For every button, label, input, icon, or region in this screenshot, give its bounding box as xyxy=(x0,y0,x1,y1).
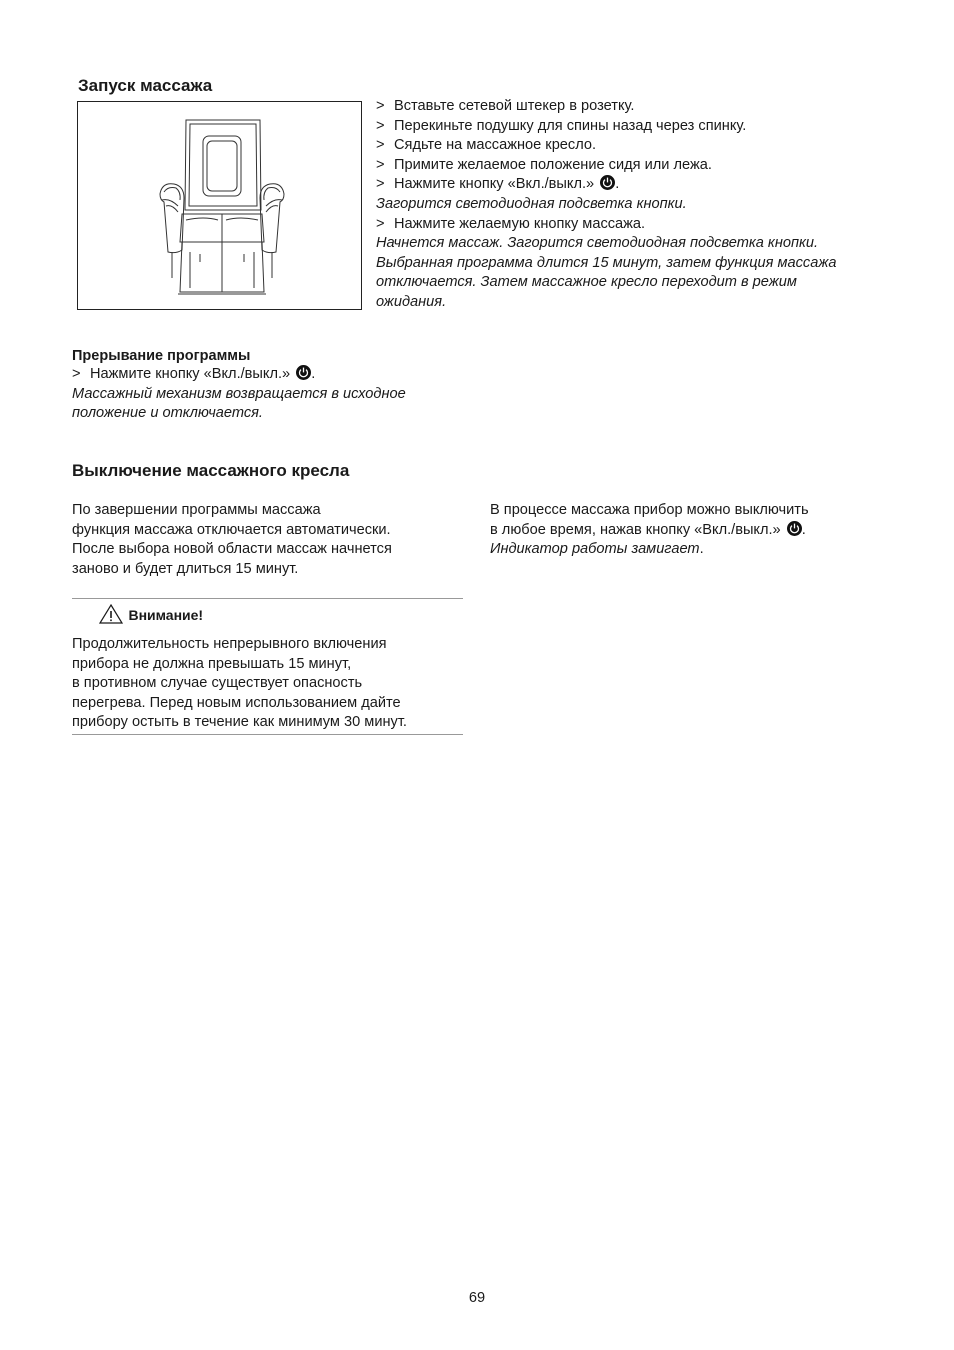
section-title-turn-off: Выключение массажного кресла xyxy=(72,461,350,480)
note-line: Загорится светодиодная подсветка кнопки. xyxy=(376,195,687,212)
note-line: Начнется массаж. Загорится светодиодная подсветка кнопки. xyxy=(376,235,819,252)
warning-triangle-icon xyxy=(98,603,124,625)
warning-text: Продолжительность непрерывного включения прибора не должна превышать 15 минут, в противном случае существует опасность перегрева. Перед новым использованием дайте прибору остыть в течение как минимум 30 минут. xyxy=(72,636,407,731)
turn-off-left-text: По завершении программы массажа функция массажа отключается автоматически. После выбора новой области массаж начнется заново и будет длиться 15 минут. xyxy=(72,502,392,577)
note-line: Выбранная программа длится 15 минут, затем функция массажа xyxy=(376,254,837,271)
massage-chair-figure xyxy=(77,101,362,310)
step-line: > Вставьте сетевой штекер в розетку. xyxy=(376,98,635,114)
turn-off-right-text: В процессе массажа прибор можно выключить в любое время, нажав кнопку «Вкл./выкл.» . Индикатор работы замигает. xyxy=(490,502,809,558)
interrupt-note-line: Массажный механизм возвращается в исходное xyxy=(72,385,406,402)
massage-chair-illustration xyxy=(78,102,361,309)
power-icon xyxy=(296,365,311,380)
section-title-start-massage: Запуск массажа xyxy=(78,76,213,95)
note-line: отключается. Затем массажное кресло переходит в режим xyxy=(376,274,797,291)
step-line: > Нажмите желаемую кнопку массажа. xyxy=(376,215,646,232)
warning-title: Внимание! xyxy=(128,607,204,623)
power-icon xyxy=(787,521,802,536)
warning-header xyxy=(98,603,203,625)
step-line: > Примите желаемое положение сидя или лежа. xyxy=(376,156,712,173)
interrupt-note-line: положение и отключается. xyxy=(72,405,263,422)
note-line: ожидания. xyxy=(376,293,447,310)
step-line: > Перекиньте подушку для спины назад через спинку. xyxy=(376,117,747,134)
interrupt-section xyxy=(72,347,406,424)
power-icon xyxy=(600,175,615,190)
start-massage-steps xyxy=(376,97,837,313)
interrupt-title: Прерывание программы xyxy=(72,348,251,364)
step-line: > Сядьте на массажное кресло. xyxy=(376,137,597,154)
warning-top-rule xyxy=(72,598,463,599)
page-number: 69 xyxy=(468,1290,486,1306)
warning-bottom-rule xyxy=(72,734,463,735)
interrupt-step: > Нажмите кнопку «Вкл./выкл.» . xyxy=(72,366,316,382)
step-line: > Нажмите кнопку «Вкл./выкл.» . xyxy=(376,176,620,193)
